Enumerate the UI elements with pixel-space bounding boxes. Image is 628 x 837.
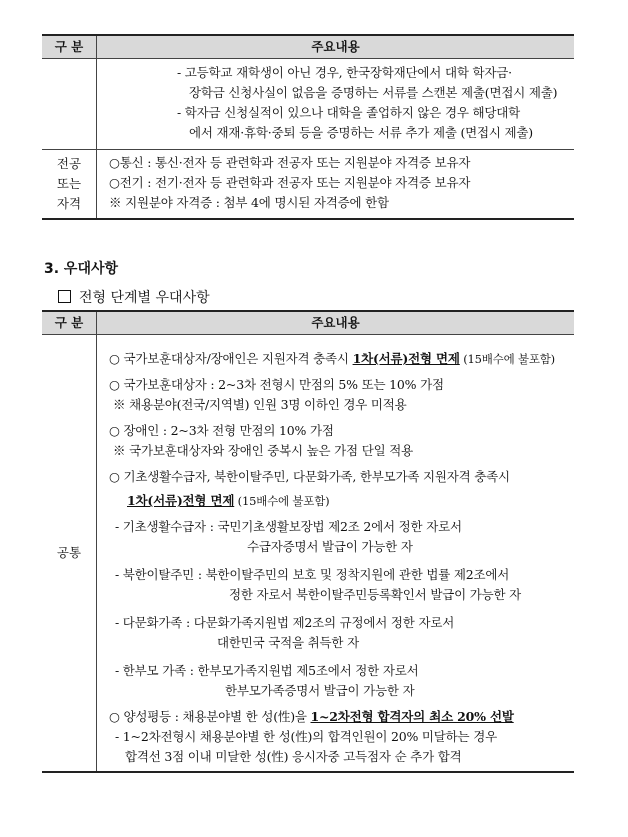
text-fragment: (15배수에 불포함)	[459, 352, 555, 366]
content-line: ○ 기초생활수급자, 북한이탈주민, 다문화가족, 한부모가족 지원자격 충족시	[109, 469, 510, 484]
content-line: ○통신 : 통신·전자 등 관련학과 전공자 또는 지원분야 자격증 보유자	[109, 155, 471, 170]
subsection-title	[58, 287, 210, 307]
table1-row2-label	[42, 150, 97, 220]
content-line: - 다문화가족 : 다문화가족지원법 제2조의 규정에서 정한 자로서	[115, 615, 455, 630]
table2-header-category: 구 분	[42, 311, 97, 335]
content-line: 정한 자로서 북한이탈주민등록확인서 발급이 가능한 자	[229, 587, 521, 602]
content-line: ※ 채용분야(전국/지역별) 인원 3명 이하인 경우 미적용	[113, 397, 407, 412]
checkbox-square-icon	[58, 290, 71, 303]
content-line: 장학금 신청사실이 없음을 증명하는 서류를 스캔본 제출(면접시 제출)	[189, 85, 558, 100]
row-label-line: 자격	[56, 196, 82, 211]
preferential-treatment-table	[42, 310, 574, 773]
content-line: - 기초생활수급자 : 국민기초생활보장법 제2조 2에서 정한 자로서	[115, 519, 462, 534]
content-line: ○ 국가보훈대상자 : 2~3차 전형시 만점의 5% 또는 10% 가점	[109, 377, 444, 392]
text-fragment: (15배수에 불포함)	[234, 494, 330, 508]
content-line: ※ 지원분야 자격증 : 첨부 4에 명시된 자격증에 한함	[109, 195, 389, 210]
text-fragment: ○ 양성평등 : 채용분야별 한 성(性)을	[109, 709, 311, 724]
row-label-line: 전공	[56, 156, 82, 171]
section-title: 3. 우대사항	[44, 261, 119, 277]
table2-row-label: 공통	[42, 335, 97, 773]
table1-header-category: 구 분	[42, 35, 97, 59]
emphasis-text: 1~2차전형 합격자의 최소 20% 선발	[310, 709, 514, 724]
subsection-title-text: 전형 단계별 우대사항	[79, 290, 210, 306]
row-label-line: 또는	[56, 176, 82, 191]
table2-header-content: 주요내용	[97, 311, 575, 335]
text-fragment: ○ 국가보훈대상자/장애인은 지원자격 충족시	[109, 351, 353, 366]
emphasis-text: 1차(서류)전형 면제	[352, 351, 460, 366]
content-line: 한부모가족증명서 발급이 가능한 자	[225, 683, 415, 698]
content-line: 합격선 3점 이내 미달한 성(性) 응시자중 고득점자 순 추가 합격	[125, 749, 462, 764]
content-line: - 1~2차전형시 채용분야별 한 성(性)의 합격인원이 20% 미달하는 경우	[115, 729, 497, 744]
content-line: 대한민국 국적을 취득한 자	[217, 635, 359, 650]
content-line: 수급자증명서 발급이 가능한 자	[247, 539, 413, 554]
table1-row2-content	[97, 150, 575, 220]
content-line: ○ 장애인 : 2~3차 전형 만점의 10% 가점	[109, 423, 334, 438]
content-line: - 북한이탈주민 : 북한이탈주민의 보호 및 정착지원에 관한 법률 제2조에서	[115, 567, 510, 582]
content-line: - 한부모 가족 : 한부모가족지원법 제5조에서 정한 자로서	[115, 663, 419, 678]
content-line: 에서 재재·휴학·중퇴 등을 증명하는 서류 추가 제출 (면접시 제출)	[189, 125, 533, 140]
requirements-table	[42, 34, 574, 220]
content-line	[97, 491, 574, 511]
content-line: - 고등학교 재학생이 아닌 경우, 한국장학재단에서 대학 학자금·	[177, 65, 512, 80]
table2-row-content	[97, 335, 575, 773]
table1-header-content: 주요내용	[97, 35, 575, 59]
table1-row1-content	[97, 59, 575, 150]
content-line	[97, 349, 574, 369]
content-line: ○전기 : 전기·전자 등 관련학과 전공자 또는 지원분야 자격증 보유자	[109, 175, 471, 190]
content-line: ※ 국가보훈대상자와 장애인 중복시 높은 가점 단일 적용	[113, 443, 413, 458]
table1-row1-label	[42, 59, 97, 150]
emphasis-text: 1차(서류)전형 면제	[127, 493, 235, 508]
content-line: - 학자금 신청실적이 있으나 대학을 졸업하지 않은 경우 해당대학	[177, 105, 520, 120]
content-line	[97, 707, 574, 727]
